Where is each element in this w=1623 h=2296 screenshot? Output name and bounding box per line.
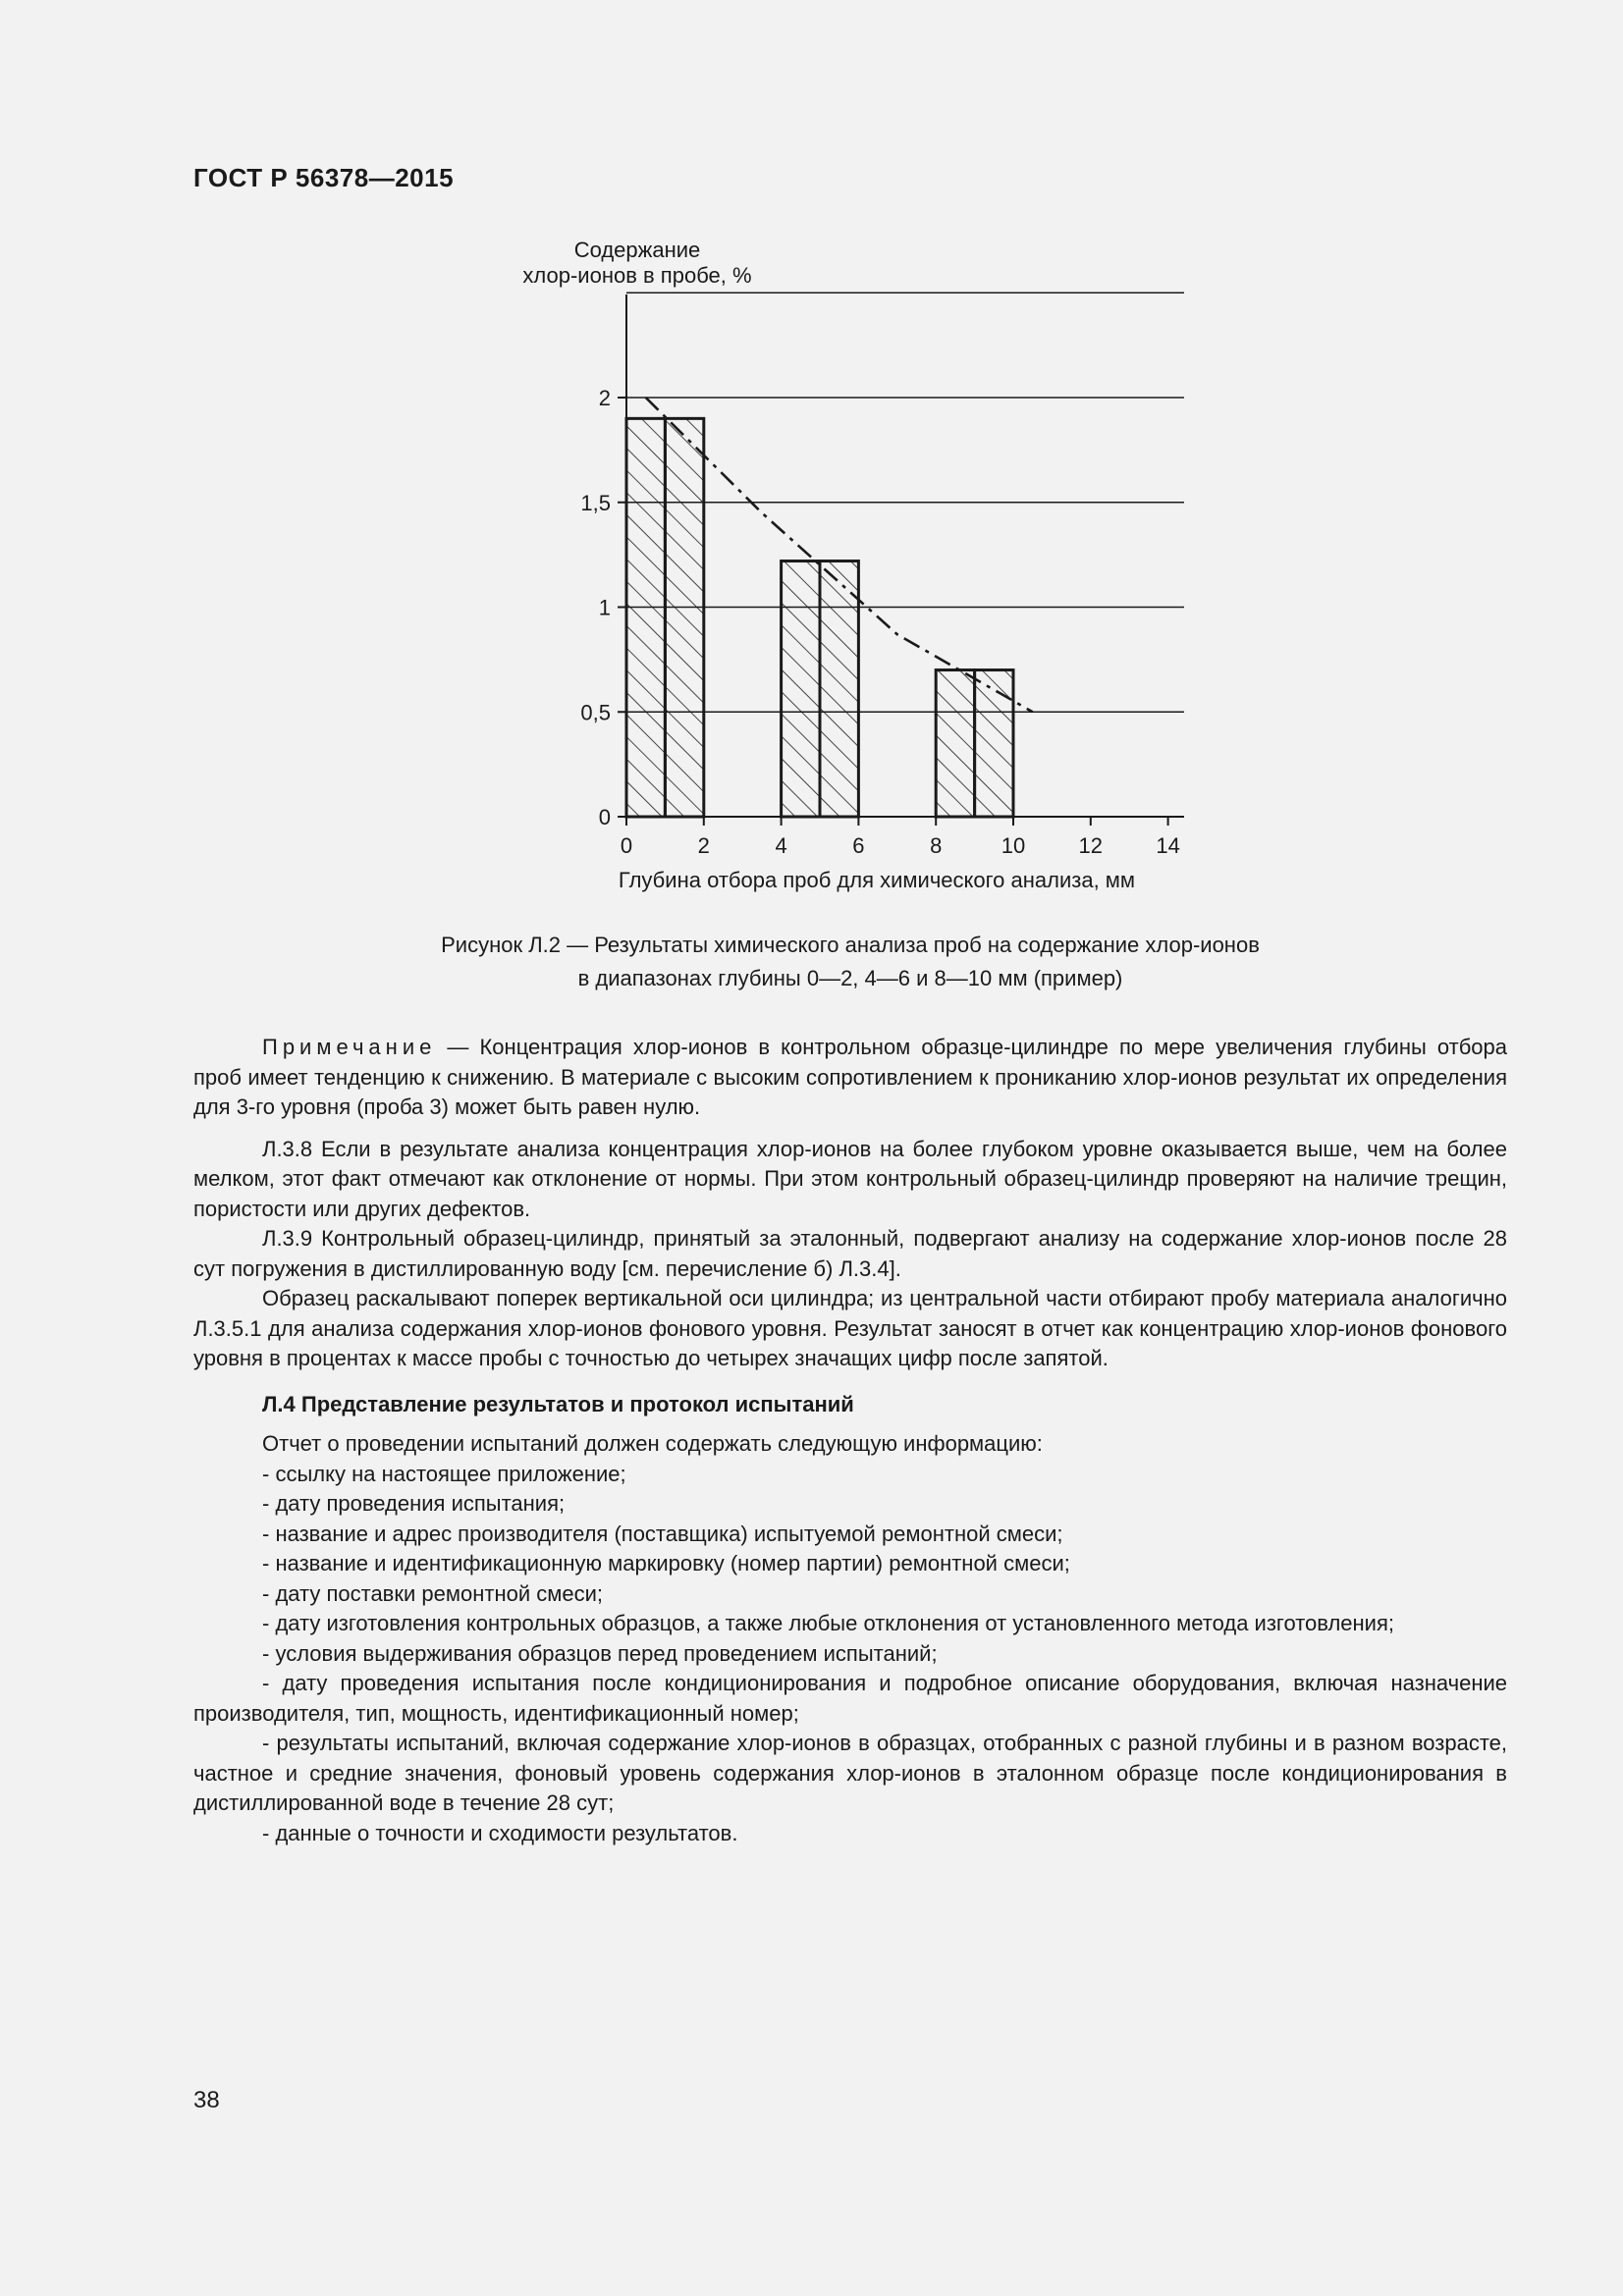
y-axis-label-line1: Содержание — [573, 238, 701, 262]
bars — [626, 418, 1013, 817]
x-tick-label: 6 — [852, 833, 865, 858]
bar-4 — [820, 561, 858, 817]
y-tick-label: 1 — [598, 595, 611, 620]
y-ticks — [580, 386, 626, 829]
x-tick-label: 2 — [697, 833, 710, 858]
paragraph-l-3-8: Л.3.8 Если в результате анализа концентрация хлор-ионов на более глубоком уровне оказывается выше, чем на более мелком, этот факт отмечают как отклонение от нормы. При этом контрольный образец-цилиндр проверяют на наличие трещин, пористости или других дефектов. — [193, 1136, 1507, 1221]
x-tick-label: 14 — [1156, 833, 1180, 858]
list-item: - название и адрес производителя (поставщика) испытуемой ремонтной смеси; — [262, 1521, 1063, 1546]
bar-3 — [782, 561, 820, 817]
page-number: 38 — [193, 2087, 220, 2113]
list-item: - дату поставки ремонтной смеси; — [262, 1580, 603, 1606]
note-text: — Концентрация хлор-ионов в контрольном образце-цилиндре по мере увеличения глубины отбора проб имеет тенденцию к снижению. В материале с высоким сопротивлением к прониканию хлор-ионов результат их определения для 3-го уровня (проба 3) может быть равен нулю. — [193, 1035, 1507, 1119]
x-axis-label: Глубина отбора проб для химического анализа, мм — [618, 868, 1136, 892]
bar-2 — [665, 418, 703, 817]
grid-lines — [626, 293, 1184, 712]
bar-6 — [975, 670, 1013, 817]
section-heading-l-4: Л.4 Представление результатов и протокол испытаний — [262, 1391, 854, 1416]
x-tick-label: 12 — [1078, 833, 1104, 858]
list-item: - название и идентификационную маркировку (номер партии) ремонтной смеси; — [262, 1551, 1070, 1575]
list-item: - дату проведения испытания; — [262, 1491, 566, 1516]
bar-1 — [626, 418, 665, 817]
list-item: - условия выдерживания образцов перед проведением испытаний; — [262, 1640, 938, 1666]
list-item: - дату изготовления контрольных образцов, а также любые отклонения от установленного метода изготовления; — [262, 1611, 1394, 1635]
y-axis-label-line2: хлор-ионов в пробе, % — [522, 263, 752, 288]
y-tick-label: 1,5 — [580, 490, 611, 515]
list-item: - данные о точности и сходимости результатов. — [262, 1820, 738, 1845]
chlorine-depth-chart — [0, 0, 1623, 923]
paragraph-sample-split: Образец раскалывают поперек вертикальной оси цилиндра; из центральной части отбирают пробу материала аналогично Л.3.5.1 для анализа содержания хлор-ионов фонового уровня. Результат заносят в отчет как концентрацию хлор-ионов фонового уровня в процентах к массе пробы с точностью до четырех значащих цифр после запятой. — [193, 1286, 1507, 1370]
x-tick-label: 10 — [1001, 833, 1026, 858]
y-tick-label: 0,5 — [580, 700, 611, 725]
list-item: - ссылку на настоящее приложение; — [262, 1461, 626, 1486]
x-ticks — [621, 817, 1180, 858]
caption-line-1: Рисунок Л.2 — Результаты химического анализа проб на содержание хлор-ионов — [441, 933, 1260, 957]
report-contents-list — [193, 1460, 1507, 1849]
caption-line-2: в диапазонах глубины 0—2, 4—6 и 8—10 мм (пример) — [577, 966, 1123, 990]
figure-caption — [193, 929, 1507, 995]
list-item: - дату проведения испытания после кондиционирования и подробное описание оборудования, включая назначение производителя, тип, мощность, идентификационный номер; — [193, 1671, 1507, 1726]
bar-5 — [936, 670, 974, 817]
note-label: Примечание — [262, 1035, 437, 1059]
x-tick-label: 8 — [930, 833, 943, 858]
y-tick-label: 0 — [598, 805, 611, 829]
list-item: - результаты испытаний, включая содержание хлор-ионов в образцах, отобранных с разной глубины и в разном возрасте, частное и средние значения, фоновый уровень содержания хлор-ионов в эталонном образце после кондиционирования в дистиллированной воде в течение 28 сут; — [193, 1731, 1507, 1815]
document-body — [193, 1033, 1507, 1848]
y-tick-label: 2 — [598, 386, 611, 410]
x-tick-label: 0 — [620, 833, 633, 858]
x-tick-label: 4 — [775, 833, 787, 858]
document-header: ГОСТ Р 56378—2015 — [193, 163, 455, 192]
paragraph-l-3-9: Л.3.9 Контрольный образец-цилиндр, принятый за эталонный, подвергают анализу на содержание хлор-ионов после 28 сут погружения в дистиллированную воду [см. перечисление б) Л.3.4]. — [193, 1226, 1507, 1281]
section-intro: Отчет о проведении испытаний должен содержать следующую информацию: — [262, 1431, 1043, 1456]
note-paragraph — [193, 1033, 1507, 1123]
